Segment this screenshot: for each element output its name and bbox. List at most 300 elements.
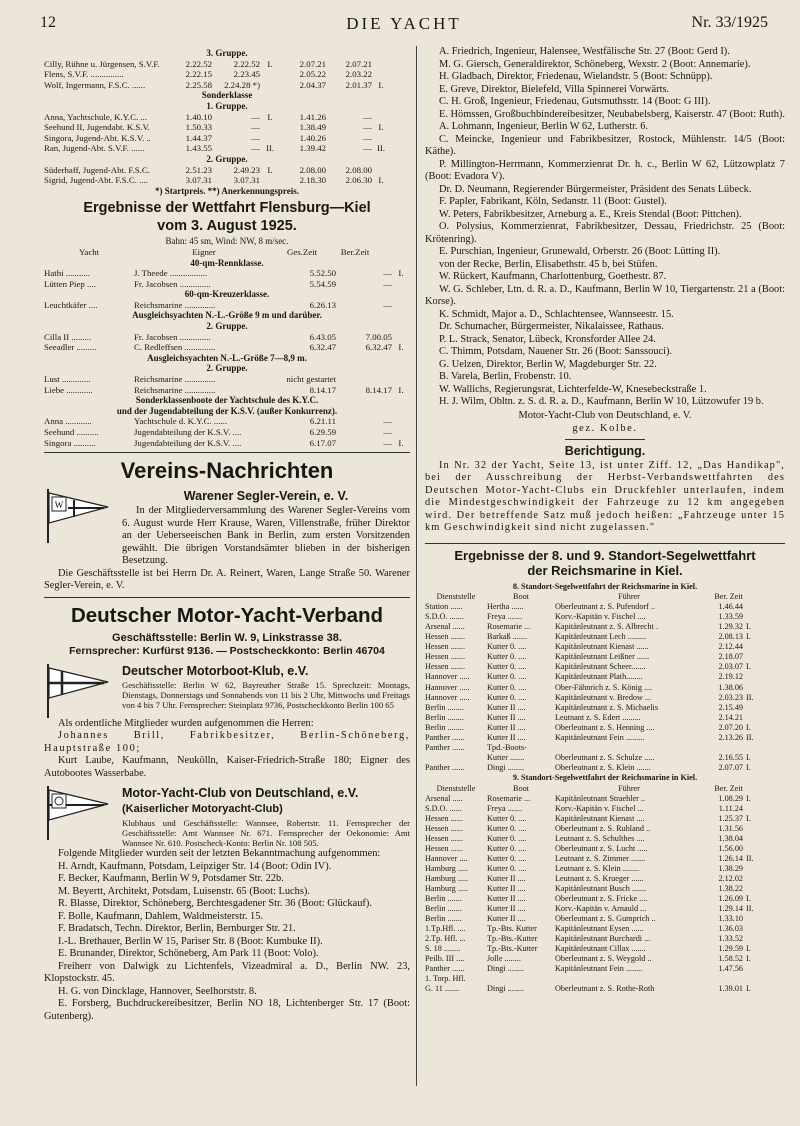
race9-row: [425, 894, 785, 904]
race9-cell: Peilb. III ....: [425, 954, 465, 964]
race8-table: [425, 602, 785, 773]
race8-cell: Kutter 0. ....: [487, 682, 527, 692]
race8-cell: Leutnant z. S. Edert .........: [555, 712, 641, 722]
race9-cell: 1.36.03: [718, 924, 743, 934]
race9-cell: Kapitänleutnant Busch .......: [555, 884, 647, 893]
top-result-cell: —: [251, 143, 260, 154]
flensburg-subheading: 2. Gruppe.: [206, 321, 248, 332]
race9-cell: 1.39.01: [718, 984, 743, 994]
member-entry: C. H. Groß, Ingenieur, Friedenau, Gutsmuthsstr. 14 (Boot: G III).: [439, 96, 711, 107]
top-result-cell: 2.08.00: [345, 164, 372, 175]
top-result-cell: 2.07.21: [299, 58, 326, 69]
race8-cell: [743, 743, 762, 753]
flensburg-cell: Seehund ..........: [44, 427, 99, 437]
race8-cell: 1.29.32: [718, 622, 743, 632]
top-result-cell: 2.23.45: [233, 69, 260, 80]
top-result-cell: 2.03.22: [345, 69, 372, 80]
top-result-cell: Anna, Yachtschule, K.Y.C. ...: [44, 111, 147, 122]
race9-cell: [555, 974, 703, 984]
myc-subtitle: (Kaiserlicher Motoryacht-Club): [122, 803, 283, 816]
race8-cell: 2.07.20: [718, 722, 743, 732]
race8-cell: [743, 672, 762, 682]
flensburg-cell: Fr. Jacobsen ..............: [134, 278, 211, 289]
divider: [44, 452, 410, 453]
race8-cell: Berlin ........: [425, 702, 464, 712]
race8-cell: 2.07.07: [718, 762, 743, 772]
top-result-cell: [260, 69, 280, 80]
flensburg-cell: [392, 416, 410, 427]
top-result-cell: Seehund II, Jugendabt. K.S.V.: [44, 122, 150, 133]
race9-row: [425, 844, 785, 854]
flensburg-cell: [336, 374, 392, 385]
top-result-cell: Flens, S.V.F. ...............: [44, 69, 124, 80]
top-result-row: [44, 133, 410, 144]
flensburg-cell: Liebe ............: [44, 384, 93, 395]
race8-header: [425, 592, 785, 602]
journal-title: DIE YACHT: [346, 14, 462, 33]
dmyv-title: Deutscher Motor-Yacht-Verband: [70, 603, 384, 627]
race9-cell: 2.12.02: [718, 873, 743, 883]
race9-cell: 1.31.56: [718, 823, 743, 833]
top-result-cell: Süderhaff, Jugend-Abt. F.S.C.: [44, 164, 150, 175]
flensburg-date: vom 3. August 1925.: [157, 218, 297, 235]
race9-row: [425, 874, 785, 884]
race8-cell: 2.12.44: [718, 642, 743, 652]
flensburg-row: [44, 268, 410, 279]
top-result-cell: 1.44.37: [185, 132, 212, 143]
race8-cell: 2.18.07: [718, 652, 743, 662]
race9-cell: 1.08.29: [718, 793, 743, 803]
member-entry: W. Wallichs, Regierungsrat, Lichterfelde-W, Knesebeckstraße 1.: [439, 383, 707, 395]
race8-cell: Kutter 0. ....: [487, 652, 527, 662]
race9-header: [425, 784, 785, 794]
race9-cell: I.: [746, 944, 751, 954]
top-result-cell: II.: [376, 143, 386, 154]
race8-row: [425, 632, 785, 642]
race8-cell: [743, 683, 762, 693]
race8-cell: Kapitänleutnant z. S. Michaelis: [555, 702, 658, 712]
top-result-cell: 2.08.00: [299, 164, 326, 175]
race9-row: [425, 884, 785, 894]
race9-cell: 1.33.10: [718, 914, 743, 924]
top-result-cell: I.: [378, 122, 384, 133]
race8-row: [425, 723, 785, 733]
top-result-row: [44, 175, 410, 186]
race9-cell: Kutter II ....: [487, 873, 526, 883]
race9-cell: Kutter II ....: [487, 904, 526, 914]
race8-cell: [743, 642, 762, 652]
race9-row: [425, 924, 785, 934]
flensburg-cell: Cilla II .........: [44, 331, 92, 342]
warener-text: In der Mitgliederversammlung des Warener Segler-Vereins vom 6. August wurde Herr Krause, Waren, Villenstraße, früher Direktor an der Ueberseeischen Bank in Berlin, zum ersten Vorsitzenden gewählt. Die übrigen Vorstandsämter blieben in der bisherigen Besetzung.: [122, 505, 410, 567]
flensburg-results-table: [44, 258, 410, 449]
col-berzeit: Ber.Zeit: [340, 246, 370, 257]
race8-cell: 2.15.49: [718, 702, 743, 712]
flensburg-cell: Singora ..........: [44, 437, 96, 448]
race8-cell: Hessen .......: [425, 652, 466, 662]
race8-cell: [743, 713, 762, 723]
svg-text:W: W: [54, 500, 64, 511]
race8-cell: Kutter 0. ....: [487, 672, 527, 682]
race8-cell: Kapitänleutnant z. S. Albrecht .: [555, 622, 658, 632]
flensburg-cell: 5.54.59: [309, 278, 336, 289]
race8-cell: Berlin ........: [425, 712, 464, 722]
top-result-cell: I.: [378, 175, 384, 186]
race8-cell: Oberleutnant z. S. Henning ....: [555, 722, 655, 732]
top-result-cell: 3.07.31: [185, 175, 212, 186]
top-result-cell: 2.22.15: [185, 69, 212, 80]
member-entry: R. Blasse, Direktor, Schöneberg, Berchtesgadener Str. 36 (Boot: Glückauf).: [58, 898, 372, 910]
race9-cell: Leutnant z. S. Schulthes ....: [555, 833, 645, 843]
flensburg-cell: Yachtschule d. K.Y.C. ......: [134, 416, 228, 427]
flensburg-cell: I.: [398, 384, 404, 395]
mbk-flag-icon: [44, 662, 114, 718]
top-result-row: [44, 112, 410, 123]
flensburg-cell: Reichsmarine ..............: [134, 384, 216, 395]
top-result-cell: [372, 133, 390, 144]
flensburg-cell: 5.52.50: [309, 268, 336, 279]
top-result-cell: 1.43.55: [185, 143, 212, 154]
flensburg-cell: Anna ............: [44, 416, 92, 427]
top-result-cell: I.: [267, 164, 273, 175]
race9-row: [425, 814, 785, 824]
member-entry: G. Uelzen, Direktor, Berlin W, Magdeburger Str. 22.: [439, 358, 657, 370]
header-cell: Dienststelle: [436, 592, 476, 602]
race9-cell: 1.29.14: [718, 904, 743, 914]
race9-cell: 1.38.29: [718, 863, 743, 873]
race9-row: [425, 914, 785, 924]
member-entry: E. Greve, Direktor, Bielefeld, Villa Spinnerei Vorwärts.: [439, 83, 670, 95]
member-entry: W. Peters, Fabrikbesitzer, Arneburg a. E., Kreis Stendal (Boot: Pittchen).: [439, 208, 742, 220]
flensburg-subheading: Sonderklassenboote der Yachtschule des K.Y.C.: [135, 395, 319, 406]
flensburg-row: [44, 385, 410, 396]
member-entry: E. Purschian, Ingenieur, Grunewald, Orberstr. 26 (Boot: Lütting II).: [439, 246, 721, 257]
top-result-cell: Singora, Jugend-Abt. K.S.V. ..: [44, 132, 151, 143]
race8-cell: Hannover .....: [425, 672, 470, 682]
divider: [44, 597, 410, 598]
race9-cell: Jolle ........: [487, 954, 521, 964]
flensburg-row: [44, 300, 410, 311]
mbk-member-2: Kurt Laube, Kaufmann, Neukölln, Kaiser-Friedrich-Straße 180; Eigner des Autobootes Wasserbabe.: [44, 755, 410, 779]
race9-row: [425, 954, 785, 964]
race9-cell: [743, 934, 762, 944]
member-entry: F. Bradatsch, Techn. Direktor, Berlin, Bernburger Str. 21.: [58, 923, 296, 935]
header-cell: Ber. Zeit: [714, 592, 743, 602]
flensburg-subheading: Ausgleichsyachten N.-L.-Größe 7—8,9 m.: [147, 352, 307, 363]
member-entry: C. Thimm, Potsdam, Nauener Str. 26 (Boot: Sanssouci).: [439, 346, 673, 357]
member-entry: H. J. Wilm, Obltn. z. S. d. R. a. D., Kaufmann, Berlin W 10, Lützowufer 19 b.: [439, 396, 764, 407]
race9-row: [425, 974, 785, 984]
race9-cell: 1.56.00: [718, 843, 743, 853]
flensburg-cell: 8.14.17: [365, 384, 392, 395]
race9-cell: I.: [746, 813, 751, 823]
flensburg-cell: Hathi ...........: [44, 268, 90, 279]
warener-flag-icon: [44, 487, 114, 543]
race8-cell: Panther ......: [425, 762, 465, 772]
top-result-row: [44, 80, 410, 91]
race8-cell: Kutter II ....: [487, 732, 526, 742]
race9-cell: 1.38.22: [718, 884, 743, 893]
race8-cell: 2.08.13: [718, 632, 743, 642]
flensburg-cell: nicht gestartet: [286, 374, 336, 385]
member-entry: M. G. Giersch, Generaldirektor, Schöneberg, Wexstr. 2 (Boot: Annemarie).: [439, 58, 751, 70]
race8-cell: Panther ......: [425, 732, 465, 742]
page-header: [40, 14, 768, 38]
member-entry: M. Beyertt, Architekt, Potsdam, Luisenstr. 65 (Boot: Luchs).: [58, 885, 310, 897]
race9-cell: Kapitänleutnant Fein ........: [555, 964, 643, 974]
race8-row: [425, 662, 785, 672]
myc-signature-name: gez. Kolbe.: [572, 422, 638, 434]
race9-cell: Kutter 0. ....: [487, 863, 527, 873]
race9-cell: [743, 884, 762, 894]
race8-cell: Hannover .....: [425, 682, 470, 692]
member-entry: H. G. von Dincklage, Hannover, Seelhorststr. 8.: [58, 985, 257, 997]
race9-cell: 1.38.04: [718, 833, 743, 843]
flensburg-subheading: und der Jugendabteilung der K.S.V. (außer Konkurrenz).: [116, 405, 338, 416]
race9-cell: Hessen ......: [425, 823, 463, 833]
top-result-row: [44, 69, 410, 80]
member-entry: B. Varela, Berlin, Frobenstr. 10.: [439, 371, 572, 382]
race8-row: [425, 693, 785, 703]
member-entry: A. Lohmann, Ingenieur, Berlin W 62, Lutherstr. 6.: [439, 121, 648, 132]
race9-cell: [743, 834, 762, 844]
top-result-cell: 2.25.58: [185, 79, 212, 90]
header-cell: Ber. Zeit: [714, 783, 743, 793]
race8-title: 8. Standort-Segelwettfahrt der Reichsmarine in Kiel.: [512, 581, 698, 591]
header-cell: Boot: [513, 783, 529, 793]
race9-row: [425, 794, 785, 804]
race9-cell: 1.58.52: [718, 954, 743, 964]
top-result-cell: 2.06.30: [345, 175, 372, 186]
top-result-cell: I.: [267, 111, 273, 122]
race8-cell: I.: [746, 622, 751, 632]
flensburg-cell: —: [383, 437, 392, 448]
myc-signature: Motor-Yacht-Club von Deutschland, e. V.: [518, 409, 692, 421]
member-entry: von der Recke, Berlin, Elisabethstr. 45 b, bei Stüfen.: [439, 258, 658, 270]
race8-cell: I.: [746, 752, 751, 762]
race8-cell: I.: [746, 662, 751, 672]
col-yacht: Yacht: [78, 246, 100, 257]
race8-row: [425, 622, 785, 632]
mbk-text: Als ordentliche Mitglieder wurden aufgenommen die Herren:: [58, 717, 314, 729]
race9-cell: Arsenal .....: [425, 793, 463, 803]
top-result-cell: [260, 133, 280, 144]
race9-cell: [743, 974, 762, 984]
race8-row: [425, 642, 785, 652]
race9-cell: Korv.-Kapitän v. Fischel ...: [555, 803, 644, 813]
member-entry: A. Friedrich, Ingenieur, Halensee, Westfälische Str. 27 (Boot: Gerd I).: [439, 46, 730, 57]
member-entry: C. Meincke, Ingenieur und Fabrikbesitzer, Rostock, Mühlenstr. 14/5 (Boot: Käthe).: [425, 133, 785, 157]
race8-row: [425, 753, 785, 763]
vereins-title: Vereins-Nachrichten: [120, 458, 334, 484]
race8-row: [425, 672, 785, 682]
race8-cell: Hessen .......: [425, 632, 466, 642]
race9-cell: Korv.-Kapitän v. Arnauld ...: [555, 904, 647, 914]
race9-cell: Berlin .......: [425, 914, 462, 924]
top-result-subheading: *) Startpreis. **) Anerkennungspreis.: [155, 185, 299, 196]
flensburg-cell: 6.29.59: [309, 427, 336, 437]
race9-title: 9. Standort-Segelwettfahrt der Reichsmarine in Kiel.: [512, 772, 698, 782]
race8-cell: Kapitänleutnant Kienast ......: [555, 642, 649, 652]
flensburg-cell: 6.43.05: [309, 331, 336, 342]
header-cell: Führer: [618, 592, 640, 602]
kiel-results-title-line2: der Reichsmarine in Kiel.: [527, 562, 683, 578]
flensburg-cell: I.: [398, 268, 404, 279]
flensburg-row: [44, 374, 410, 385]
member-entry: K. Schmidt, Major a. D., Schlachtensee, Wannseestr. 15.: [439, 308, 674, 320]
top-result-cell: II.: [265, 143, 275, 154]
flensburg-header: [44, 247, 410, 258]
race8-cell: Kutter .......: [487, 752, 525, 762]
race8-cell: 2.03.23: [718, 692, 743, 702]
mbk-section: [44, 662, 410, 718]
race9-cell: Kapitänleutnant Cillax .......: [555, 944, 646, 954]
race9-cell: 1.11.24: [718, 803, 743, 813]
race9-cell: Hessen ......: [425, 813, 463, 823]
race8-row: [425, 743, 785, 753]
top-result-cell: [260, 175, 280, 186]
race9-cell: Berlin .......: [425, 894, 462, 904]
top-result-cell: Wolf, Ingermann, F.S.C. ......: [44, 79, 146, 90]
column-divider: [416, 46, 417, 1086]
race8-row: [425, 683, 785, 693]
top-result-cell: 2.01.37: [345, 79, 372, 90]
top-result-cell: 2.04.37: [299, 79, 326, 90]
flensburg-row: [44, 342, 410, 353]
flensburg-cell: 6.17.07: [309, 437, 336, 448]
race9-cell: [743, 824, 762, 834]
member-entry: H. Gladbach, Direktor, Friedenau, Wielandstr. 5 (Boot: Schnüpp).: [439, 71, 713, 82]
race8-cell: Station ......: [425, 602, 463, 612]
divider: [565, 439, 645, 440]
race8-row: [425, 612, 785, 622]
member-entry: I.-L. Brethauer, Berlin W 15, Pariser Str. 8 (Boot: Kumbuke II).: [58, 935, 323, 947]
top-result-cell: —: [363, 132, 372, 143]
race8-cell: Kutter II ....: [487, 712, 526, 722]
top-result-row: [44, 143, 410, 154]
race9-table: [425, 794, 785, 995]
race8-cell: Berlin ........: [425, 722, 464, 732]
flensburg-cell: Leuchtkäfer ....: [44, 299, 98, 310]
race8-cell: [555, 743, 703, 753]
top-result-cell: Sigrid, Jugend-Abt. F.S.C. ....: [44, 175, 148, 186]
berichtigung-title: Berichtigung.: [564, 443, 646, 458]
member-entry: E. Hömssen, Großbuchbindereibesitzer, Neubabelsberg, Kaiserstr. 47 (Boot: Ruth).: [439, 108, 785, 120]
race8-row: [425, 733, 785, 743]
flensburg-cell: —: [383, 299, 392, 310]
flensburg-cell: 6.21.11: [309, 416, 336, 427]
mbk-title: Deutscher Motorboot-Klub, e.V.: [122, 663, 309, 678]
flensburg-cell: Lütten Piep ....: [44, 278, 96, 289]
race8-cell: Hessen .......: [425, 662, 466, 672]
top-result-subheading: Sonderklasse: [201, 90, 253, 101]
top-result-cell: [260, 122, 280, 133]
race9-cell: Tp.-Bts.-Kutter: [487, 934, 538, 944]
race9-row: [425, 904, 785, 914]
top-result-cell: —: [251, 111, 260, 122]
race9-row: [425, 964, 785, 974]
race9-cell: Hamburg .....: [425, 863, 469, 873]
race8-cell: 1.38.06: [718, 682, 743, 692]
race8-cell: Kutter 0. ....: [487, 642, 527, 652]
race9-cell: I.: [746, 954, 751, 964]
top-result-cell: 2.18.30: [299, 175, 326, 186]
flensburg-title: Ergebnisse der Wettfahrt Flensburg—Kiel: [83, 200, 371, 217]
race9-cell: 1.Tp.Hfl. ....: [425, 924, 466, 934]
race8-cell: [743, 652, 762, 662]
top-result-cell: —: [363, 111, 372, 122]
race9-cell: Kutter II ....: [487, 884, 526, 893]
race9-cell: Hamburg .....: [425, 873, 469, 883]
top-result-cell: —: [251, 132, 260, 143]
top-result-subheading: 2. Gruppe.: [206, 153, 248, 164]
flensburg-subheading: 60-qm-Kreuzerklasse.: [184, 289, 270, 300]
race8-cell: 2.13.26: [718, 732, 743, 742]
flensburg-cell: I.: [398, 437, 404, 448]
top-result-row: [44, 122, 410, 133]
flensburg-info: Bahn: 45 sm, Wind: NW, 8 m/sec.: [165, 236, 289, 247]
race8-cell: Oberleutnant z. S. Klein .......: [555, 762, 651, 772]
dmyv-phone: Fernsprecher: Kurfürst 9136. — Postscheckkonto: Berlin 46704: [69, 644, 385, 657]
race8-row: [425, 763, 785, 773]
right-column: [425, 46, 785, 995]
member-entry: W. G. Schleber, Ltn. d. R. a. D., Kaufmann, Berlin W 10, Tiergartenstr. 21 a (Boot: Korse).: [425, 283, 785, 307]
header-cell: Führer: [618, 783, 640, 793]
race8-cell: Oberleutnant z. S. Schulze .....: [555, 752, 655, 762]
divider: [425, 543, 785, 544]
member-entry: Freiherr von Dalwigk zu Lichtenfels, Vizeadmiral a. D., Berlin NW. 23, Klopstockstr. 45.: [44, 960, 410, 985]
flensburg-cell: Jugendabteilung der K.S.V. ....: [134, 427, 242, 437]
race8-cell: Kapitänleutnant Scheer.......: [555, 662, 646, 672]
race8-cell: Barkaß .......: [487, 632, 528, 642]
member-entry: E. Forsberg, Buchdruckereibesitzer, Berlin NO 18, Lichtenberger Str. 17 (Boot: Gutenberg).: [44, 998, 410, 1022]
flensburg-cell: C. Redleffsen ..............: [134, 342, 216, 353]
top-result-cell: 2.05.22: [299, 69, 326, 80]
race8-cell: Dingi ........: [487, 762, 525, 772]
top-result-row: [44, 59, 410, 70]
race9-row: [425, 944, 785, 954]
race9-cell: Oberleutnant z. S. Gumprich ..: [555, 914, 656, 924]
flensburg-cell: J. Theede .................: [134, 268, 208, 279]
top-result-cell: Ran, Jugend-Abt. S.V.F. ......: [44, 143, 145, 154]
race8-cell: Arsenal ......: [425, 622, 465, 632]
top-result-cell: 2.49.23: [233, 164, 260, 175]
race8-cell: [743, 612, 762, 622]
header-cell: Dienststelle: [436, 783, 476, 793]
flensburg-cell: 6.26.13: [309, 299, 336, 310]
race9-cell: 2.Tp. Hfl. ...: [425, 934, 466, 944]
top-result-cell: 2.22.52: [185, 58, 212, 69]
race9-cell: Kutter 0. ....: [487, 843, 527, 853]
race9-cell: [743, 804, 762, 814]
myc-text: Folgende Mitglieder wurden seit der letzten Bekanntmachung aufgenommen:: [58, 848, 381, 860]
race9-row: [425, 854, 785, 864]
flensburg-cell: Fr. Jacobsen ..............: [134, 331, 211, 342]
race9-cell: Leutnant z. S. Zimmer .......: [555, 853, 646, 863]
race9-cell: Kutter II ....: [487, 894, 526, 904]
flensburg-cell: 6.32.47: [365, 342, 392, 353]
flensburg-row: [44, 332, 410, 343]
member-entry: F. Papler, Fabrikant, Köln, Sedanstr. 11 (Boot: Gustel).: [439, 196, 667, 207]
top-result-subheading: 1. Gruppe.: [206, 100, 248, 111]
race9-cell: Leutnant z. S. Klein ........: [555, 863, 640, 873]
member-entry: F. Becker, Kaufmann, Berlin W 9, Potsdamer Str. 22b.: [58, 873, 284, 885]
top-result-cell: [372, 69, 390, 80]
race9-cell: Kapitänleutnant Straehler ..: [555, 793, 646, 803]
race9-cell: Kapitänleutnant Burchardi ...: [555, 934, 651, 944]
flensburg-subheading: 2. Gruppe.: [206, 363, 248, 374]
race8-cell: II.: [746, 732, 754, 742]
